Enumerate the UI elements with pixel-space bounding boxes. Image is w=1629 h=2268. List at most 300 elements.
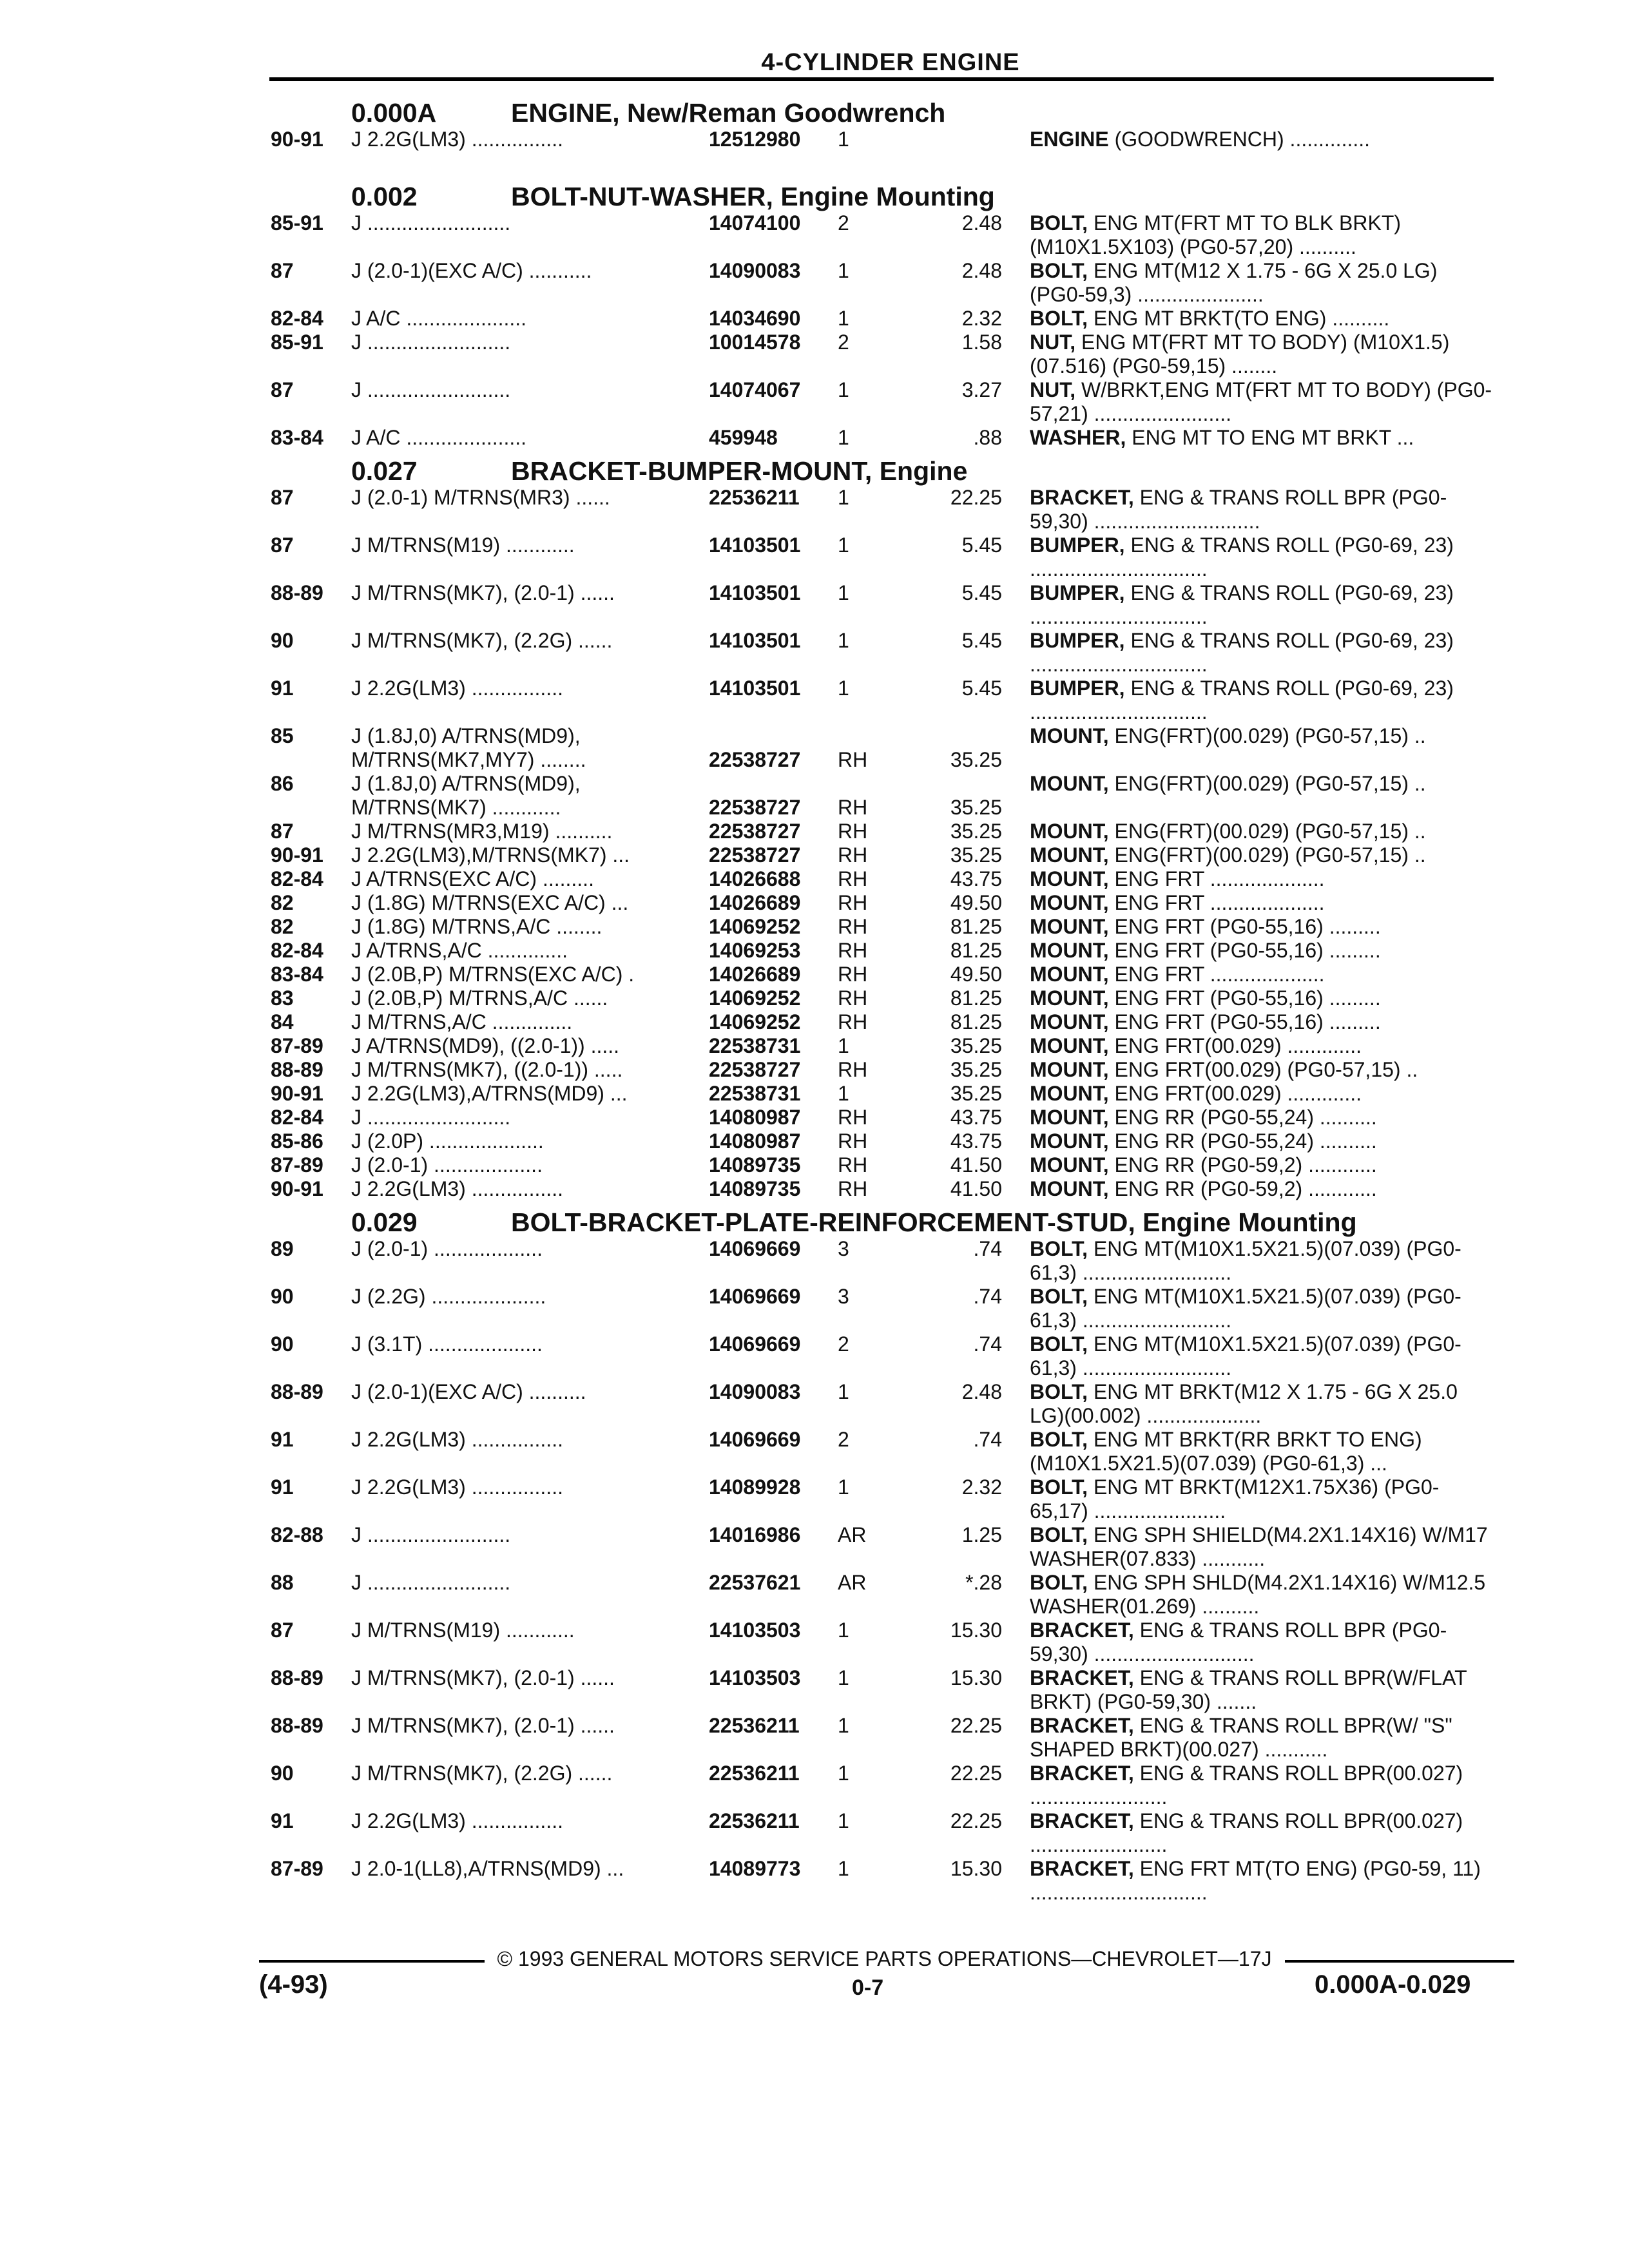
price: 35.25 bbox=[950, 820, 1002, 843]
part-name: BUMPER, bbox=[1030, 533, 1125, 557]
part-description bbox=[1030, 939, 1494, 963]
application: J M/TRNS(MK7), (2.2G) ...... bbox=[351, 1762, 613, 1785]
part-name: MOUNT, bbox=[1030, 772, 1109, 795]
part-name: MOUNT, bbox=[1030, 1082, 1109, 1105]
quantity: 1 bbox=[838, 486, 849, 509]
section-code: 0.000A bbox=[351, 98, 437, 128]
application: J 2.2G(LM3) ................ bbox=[351, 677, 563, 700]
part-row bbox=[0, 533, 1629, 581]
part-detail: ENG MT BRKT(M12 X 1.75 - 6G X 25.0 LG)(00.002) .................... bbox=[1030, 1380, 1458, 1427]
application: J ......................... bbox=[351, 211, 511, 235]
part-detail: ENG & TRANS ROLL (PG0-69, 23) ............................... bbox=[1030, 581, 1454, 628]
application: J M/TRNS(M19) ............ bbox=[351, 533, 575, 557]
part-detail: ENG FRT (PG0-55,16) ......... bbox=[1108, 939, 1381, 962]
part-number: 14103501 bbox=[709, 533, 801, 557]
model-years: 85-86 bbox=[271, 1129, 323, 1153]
price: 5.45 bbox=[961, 581, 1002, 604]
quantity: RH bbox=[838, 1058, 868, 1081]
quantity: RH bbox=[838, 891, 868, 914]
part-description bbox=[1030, 1082, 1494, 1106]
part-detail: ENG(FRT)(00.029) (PG0-57,15) .. bbox=[1108, 772, 1426, 795]
section-code: 0.029 bbox=[351, 1207, 418, 1237]
application: J A/TRNS,A/C .............. bbox=[351, 939, 568, 962]
part-number: 14026688 bbox=[709, 867, 801, 890]
price: 15.30 bbox=[950, 1619, 1002, 1642]
application: J M/TRNS(MK7), (2.0-1) ...... bbox=[351, 1666, 615, 1689]
part-number: 22538731 bbox=[709, 1082, 801, 1105]
price: 22.25 bbox=[950, 486, 1002, 509]
part-number: 14089928 bbox=[709, 1475, 801, 1499]
part-name: BRACKET, bbox=[1030, 1809, 1134, 1832]
part-number: 14103503 bbox=[709, 1666, 801, 1689]
model-years: 88-89 bbox=[271, 1666, 323, 1689]
part-detail: ENG FRT(00.029) (PG0-57,15) .. bbox=[1108, 1058, 1418, 1081]
part-number: 22538727 bbox=[709, 748, 801, 771]
part-description bbox=[1030, 1762, 1494, 1809]
part-description bbox=[1030, 724, 1494, 748]
part-row bbox=[0, 963, 1629, 986]
application: J M/TRNS,A/C .............. bbox=[351, 1010, 573, 1033]
section-header bbox=[0, 1201, 1629, 1237]
part-description bbox=[1030, 843, 1494, 867]
part-description bbox=[1030, 378, 1494, 426]
quantity: 1 bbox=[838, 1762, 849, 1785]
application: J A/C ..................... bbox=[351, 426, 527, 449]
model-years: 83-84 bbox=[271, 963, 323, 986]
part-name: BOLT, bbox=[1030, 307, 1088, 330]
quantity: 1 bbox=[838, 533, 849, 557]
price: 49.50 bbox=[950, 891, 1002, 914]
quantity: RH bbox=[838, 915, 868, 938]
quantity: RH bbox=[838, 820, 868, 843]
section-title: BOLT-NUT-WASHER, Engine Mounting bbox=[511, 182, 995, 211]
part-row bbox=[0, 1058, 1629, 1082]
part-row bbox=[0, 1237, 1629, 1285]
model-years: 88-89 bbox=[271, 1058, 323, 1081]
part-row bbox=[0, 1714, 1629, 1762]
part-detail: ENG FRT(00.029) ............. bbox=[1108, 1034, 1362, 1057]
part-name: BRACKET, bbox=[1030, 486, 1134, 509]
part-name: BOLT, bbox=[1030, 1428, 1088, 1451]
application: J M/TRNS(MK7), (2.0-1) ...... bbox=[351, 581, 615, 604]
part-name: BOLT, bbox=[1030, 259, 1088, 282]
part-row bbox=[0, 378, 1629, 426]
price: 35.25 bbox=[950, 796, 1002, 819]
part-number: 14026689 bbox=[709, 963, 801, 986]
part-description bbox=[1030, 1428, 1494, 1475]
part-row bbox=[0, 772, 1629, 820]
application: J 2.2G(LM3) ................ bbox=[351, 128, 563, 151]
part-detail: ENG & TRANS ROLL BPR (PG0-59,30) ............................ bbox=[1030, 1619, 1447, 1666]
quantity: RH bbox=[838, 1177, 868, 1200]
price: .74 bbox=[973, 1237, 1002, 1260]
model-years: 86 bbox=[271, 772, 294, 795]
part-description bbox=[1030, 772, 1494, 796]
price: 35.25 bbox=[950, 1082, 1002, 1105]
quantity: 1 bbox=[838, 677, 849, 700]
quantity: RH bbox=[838, 748, 868, 771]
part-description bbox=[1030, 128, 1494, 151]
application: J ......................... bbox=[351, 378, 511, 401]
part-description bbox=[1030, 986, 1494, 1010]
part-description bbox=[1030, 331, 1494, 378]
model-years: 82-84 bbox=[271, 307, 323, 330]
part-description bbox=[1030, 426, 1494, 450]
part-description bbox=[1030, 581, 1494, 629]
application: J (2.0B,P) M/TRNS(EXC A/C) . bbox=[351, 963, 635, 986]
part-row bbox=[0, 677, 1629, 724]
price: *.28 bbox=[965, 1571, 1002, 1594]
application: J (2.0-1) ................... bbox=[351, 1237, 543, 1260]
part-number: 14080987 bbox=[709, 1129, 801, 1153]
application: J ......................... bbox=[351, 1523, 511, 1546]
part-number: 14103501 bbox=[709, 677, 801, 700]
quantity: AR bbox=[838, 1571, 867, 1594]
part-description bbox=[1030, 1857, 1494, 1905]
page-title: 4-CYLINDER ENGINE bbox=[761, 49, 1020, 76]
part-name: BOLT, bbox=[1030, 1332, 1088, 1356]
part-number: 22538731 bbox=[709, 1034, 801, 1057]
application: J ......................... bbox=[351, 1571, 511, 1594]
part-name: NUT, bbox=[1030, 331, 1076, 354]
price: 49.50 bbox=[950, 963, 1002, 986]
price: .88 bbox=[973, 426, 1002, 449]
model-years: 87-89 bbox=[271, 1153, 323, 1177]
application: J (1.8J,0) A/TRNS(MD9), M/TRNS(MK7) ............ bbox=[351, 772, 581, 819]
part-number: 459948 bbox=[709, 426, 778, 449]
part-detail: ENG & TRANS ROLL (PG0-69, 23) ............................... bbox=[1030, 677, 1454, 724]
part-name: MOUNT, bbox=[1030, 1106, 1109, 1129]
price: 2.32 bbox=[961, 1475, 1002, 1499]
application: J (1.8J,0) A/TRNS(MD9), M/TRNS(MK7,MY7) ........ bbox=[351, 724, 586, 771]
part-detail: ENG MT(M10X1.5X21.5)(07.039) (PG0-61,3) .......................... bbox=[1030, 1285, 1461, 1332]
part-description bbox=[1030, 1129, 1494, 1153]
part-number: 14103501 bbox=[709, 581, 801, 604]
part-description bbox=[1030, 677, 1494, 724]
price: 35.25 bbox=[950, 1058, 1002, 1081]
footer-copyright: © 1993 GENERAL MOTORS SERVICE PARTS OPERATIONS—CHEVROLET—17J bbox=[497, 1947, 1272, 1970]
part-number: 22536211 bbox=[709, 1809, 800, 1832]
part-name: MOUNT, bbox=[1030, 1153, 1109, 1177]
part-number: 22538727 bbox=[709, 820, 801, 843]
part-description bbox=[1030, 1034, 1494, 1058]
part-description bbox=[1030, 867, 1494, 891]
application: J M/TRNS(MK7), ((2.0-1)) ..... bbox=[351, 1058, 623, 1081]
application: J (2.0-1)(EXC A/C) ........... bbox=[351, 259, 592, 282]
price: 3.27 bbox=[961, 378, 1002, 401]
part-number: 14103501 bbox=[709, 629, 801, 652]
quantity: 1 bbox=[838, 1714, 849, 1737]
part-detail: ENG & TRANS ROLL BPR(W/ "S" SHAPED BRKT)(00.027) ........... bbox=[1030, 1714, 1452, 1761]
application: J (2.0P) .................... bbox=[351, 1129, 544, 1153]
part-row bbox=[0, 891, 1629, 915]
part-name: BOLT, bbox=[1030, 1285, 1088, 1308]
quantity: 1 bbox=[838, 259, 849, 282]
quantity: 1 bbox=[838, 581, 849, 604]
quantity: RH bbox=[838, 843, 868, 867]
part-number: 22537621 bbox=[709, 1571, 801, 1594]
part-detail: ENG MT BRKT(TO ENG) .......... bbox=[1088, 307, 1390, 330]
part-detail: ENG MT(M10X1.5X21.5)(07.039) (PG0-61,3) .......................... bbox=[1030, 1237, 1461, 1284]
section-code: 0.027 bbox=[351, 456, 418, 486]
application: J M/TRNS(MK7), (2.0-1) ...... bbox=[351, 1714, 615, 1737]
price: 35.25 bbox=[950, 1034, 1002, 1057]
model-years: 85 bbox=[271, 724, 294, 747]
part-number: 22538727 bbox=[709, 796, 801, 819]
model-years: 84 bbox=[271, 1010, 294, 1033]
model-years: 90 bbox=[271, 629, 294, 652]
part-row bbox=[0, 1475, 1629, 1523]
model-years: 88-89 bbox=[271, 1380, 323, 1403]
part-detail: ENG RR (PG0-55,24) .......... bbox=[1108, 1106, 1377, 1129]
part-name: MOUNT, bbox=[1030, 1034, 1109, 1057]
quantity: RH bbox=[838, 963, 868, 986]
part-name: MOUNT, bbox=[1030, 939, 1109, 962]
price: 43.75 bbox=[950, 1129, 1002, 1153]
part-detail: ENG FRT(00.029) ............. bbox=[1108, 1082, 1362, 1105]
part-detail: ENG MT(M12 X 1.75 - 6G X 25.0 LG) (PG0-59,3) ...................... bbox=[1030, 259, 1438, 306]
part-detail: ENG FRT .................... bbox=[1108, 963, 1325, 986]
quantity: RH bbox=[838, 1106, 868, 1129]
model-years: 87 bbox=[271, 1619, 294, 1642]
part-name: BOLT, bbox=[1030, 1571, 1088, 1594]
part-detail: ENG & TRANS ROLL BPR(00.027) ........................ bbox=[1030, 1809, 1463, 1856]
model-years: 82-84 bbox=[271, 1106, 323, 1129]
application: J 2.2G(LM3),M/TRNS(MK7) ... bbox=[351, 843, 630, 867]
section-header bbox=[0, 91, 1629, 128]
model-years: 87 bbox=[271, 486, 294, 509]
application: J (2.0-1) ................... bbox=[351, 1153, 543, 1177]
quantity: AR bbox=[838, 1523, 867, 1546]
application: J (3.1T) .................... bbox=[351, 1332, 543, 1356]
part-name: BOLT, bbox=[1030, 211, 1088, 235]
part-description bbox=[1030, 1809, 1494, 1857]
quantity: 1 bbox=[838, 1857, 849, 1880]
price: 5.45 bbox=[961, 677, 1002, 700]
part-number: 14074067 bbox=[709, 378, 801, 401]
quantity: 3 bbox=[838, 1237, 849, 1260]
model-years: 90-91 bbox=[271, 1177, 323, 1200]
price: 5.45 bbox=[961, 533, 1002, 557]
application: J M/TRNS(M19) ............ bbox=[351, 1619, 575, 1642]
quantity: RH bbox=[838, 796, 868, 819]
price: 1.58 bbox=[961, 331, 1002, 354]
part-number: 22538727 bbox=[709, 1058, 801, 1081]
part-name: BUMPER, bbox=[1030, 581, 1125, 604]
model-years: 91 bbox=[271, 1809, 294, 1832]
footer-section-range: 0.000A-0.029 bbox=[1315, 1970, 1471, 1999]
application: J A/TRNS(MD9), ((2.0-1)) ..... bbox=[351, 1034, 620, 1057]
price: 35.25 bbox=[950, 843, 1002, 867]
part-name: MOUNT, bbox=[1030, 915, 1109, 938]
part-description bbox=[1030, 891, 1494, 915]
part-number: 14080987 bbox=[709, 1106, 801, 1129]
part-detail: ENG & TRANS ROLL (PG0-69, 23) ............................... bbox=[1030, 533, 1454, 581]
application: J A/C ..................... bbox=[351, 307, 527, 330]
part-detail: ENG FRT .................... bbox=[1108, 891, 1325, 914]
price: 35.25 bbox=[950, 748, 1002, 771]
application: J 2.2G(LM3) ................ bbox=[351, 1428, 563, 1451]
part-detail: ENG(FRT)(00.029) (PG0-57,15) .. bbox=[1108, 820, 1426, 843]
part-row bbox=[0, 1380, 1629, 1428]
part-number: 14069669 bbox=[709, 1285, 801, 1308]
part-row bbox=[0, 915, 1629, 939]
quantity: 1 bbox=[838, 1034, 849, 1057]
quantity: 2 bbox=[838, 211, 849, 235]
model-years: 87 bbox=[271, 378, 294, 401]
footer-page-number: 0-7 bbox=[852, 1975, 884, 2000]
model-years: 82-84 bbox=[271, 867, 323, 890]
part-name: BUMPER, bbox=[1030, 677, 1125, 700]
part-name: MOUNT, bbox=[1030, 724, 1109, 747]
price: 2.32 bbox=[961, 307, 1002, 330]
part-name: MOUNT, bbox=[1030, 986, 1109, 1010]
model-years: 85-91 bbox=[271, 211, 323, 235]
application: J (2.0-1)(EXC A/C) .......... bbox=[351, 1380, 586, 1403]
quantity: 1 bbox=[838, 1666, 849, 1689]
application: J (1.8G) M/TRNS,A/C ........ bbox=[351, 915, 602, 938]
part-name: MOUNT, bbox=[1030, 891, 1109, 914]
part-number: 14034690 bbox=[709, 307, 801, 330]
quantity: 1 bbox=[838, 1380, 849, 1403]
part-row bbox=[0, 331, 1629, 378]
part-number: 14069252 bbox=[709, 915, 801, 938]
part-description bbox=[1030, 1380, 1494, 1428]
part-description bbox=[1030, 211, 1494, 259]
quantity: RH bbox=[838, 1010, 868, 1033]
part-row bbox=[0, 820, 1629, 843]
price: 41.50 bbox=[950, 1177, 1002, 1200]
price: .74 bbox=[973, 1332, 1002, 1356]
price: 41.50 bbox=[950, 1153, 1002, 1177]
part-description bbox=[1030, 1666, 1494, 1714]
quantity: RH bbox=[838, 1153, 868, 1177]
quantity: 2 bbox=[838, 1332, 849, 1356]
part-description bbox=[1030, 915, 1494, 939]
part-number: 14103503 bbox=[709, 1619, 801, 1642]
part-row bbox=[0, 1129, 1629, 1153]
application: J 2.2G(LM3) ................ bbox=[351, 1475, 563, 1499]
part-number: 14090083 bbox=[709, 1380, 801, 1403]
price: 15.30 bbox=[950, 1666, 1002, 1689]
part-description bbox=[1030, 1153, 1494, 1177]
model-years: 91 bbox=[271, 677, 294, 700]
part-detail: ENG FRT (PG0-55,16) ......... bbox=[1108, 1010, 1381, 1033]
part-name: MOUNT, bbox=[1030, 1058, 1109, 1081]
quantity: 1 bbox=[838, 378, 849, 401]
quantity: 2 bbox=[838, 1428, 849, 1451]
part-description bbox=[1030, 1619, 1494, 1666]
part-number: 22536211 bbox=[709, 1714, 800, 1737]
application: J (1.8G) M/TRNS(EXC A/C) ... bbox=[351, 891, 629, 914]
part-description bbox=[1030, 533, 1494, 581]
price: 43.75 bbox=[950, 867, 1002, 890]
price: 81.25 bbox=[950, 915, 1002, 938]
quantity: RH bbox=[838, 939, 868, 962]
part-detail: ENG RR (PG0-59,2) ............ bbox=[1108, 1153, 1377, 1177]
part-number: 14089735 bbox=[709, 1177, 801, 1200]
part-detail: ENG & TRANS ROLL BPR(W/FLAT BRKT) (PG0-59,30) ....... bbox=[1030, 1666, 1467, 1713]
part-detail: ENG MT BRKT(RR BRKT TO ENG) (M10X1.5X21.5)(07.039) (PG0-61,3) ... bbox=[1030, 1428, 1422, 1475]
quantity: 1 bbox=[838, 307, 849, 330]
section-code: 0.002 bbox=[351, 182, 418, 211]
section-header bbox=[0, 450, 1629, 486]
quantity: 2 bbox=[838, 331, 849, 354]
section-title: ENGINE, New/Reman Goodwrench bbox=[511, 98, 946, 128]
price: 81.25 bbox=[950, 986, 1002, 1010]
part-description bbox=[1030, 1332, 1494, 1380]
part-name: BOLT, bbox=[1030, 1380, 1088, 1403]
part-row bbox=[0, 939, 1629, 963]
model-years: 88-89 bbox=[271, 1714, 323, 1737]
part-description bbox=[1030, 629, 1494, 677]
part-name: MOUNT, bbox=[1030, 963, 1109, 986]
part-row bbox=[0, 1034, 1629, 1058]
part-name: BOLT, bbox=[1030, 1237, 1088, 1260]
part-name: MOUNT, bbox=[1030, 820, 1109, 843]
application: J A/TRNS(EXC A/C) ......... bbox=[351, 867, 594, 890]
model-years: 90 bbox=[271, 1762, 294, 1785]
part-name: BRACKET, bbox=[1030, 1857, 1134, 1880]
part-name: MOUNT, bbox=[1030, 1129, 1109, 1153]
part-number: 22536211 bbox=[709, 1762, 800, 1785]
part-name: BRACKET, bbox=[1030, 1714, 1134, 1737]
part-number: 14074100 bbox=[709, 211, 801, 235]
model-years: 91 bbox=[271, 1428, 294, 1451]
quantity: 1 bbox=[838, 1809, 849, 1832]
part-name: MOUNT, bbox=[1030, 867, 1109, 890]
part-name: WASHER, bbox=[1030, 426, 1126, 449]
part-description bbox=[1030, 307, 1494, 331]
part-number: 14089773 bbox=[709, 1857, 801, 1880]
part-description bbox=[1030, 1010, 1494, 1034]
part-row bbox=[0, 843, 1629, 867]
part-detail: W/BRKT,ENG MT(FRT MT TO BODY) (PG0-57,21) ........................ bbox=[1030, 378, 1492, 425]
part-name: MOUNT, bbox=[1030, 1010, 1109, 1033]
part-detail: ENG FRT (PG0-55,16) ......... bbox=[1108, 915, 1381, 938]
part-description bbox=[1030, 486, 1494, 533]
part-name: BOLT, bbox=[1030, 1475, 1088, 1499]
application: J 2.2G(LM3) ................ bbox=[351, 1809, 563, 1832]
part-detail: ENG SPH SHLD(M4.2X1.14X16) W/M12.5 WASHER(01.269) .......... bbox=[1030, 1571, 1486, 1618]
part-description bbox=[1030, 1475, 1494, 1523]
quantity: RH bbox=[838, 867, 868, 890]
part-row bbox=[0, 1857, 1629, 1905]
part-detail: ENG RR (PG0-55,24) .......... bbox=[1108, 1129, 1377, 1153]
application: J M/TRNS(MK7), (2.2G) ...... bbox=[351, 629, 613, 652]
section-title: BRACKET-BUMPER-MOUNT, Engine bbox=[511, 456, 968, 486]
part-number: 14069252 bbox=[709, 986, 801, 1010]
header-rule bbox=[269, 77, 1494, 81]
application: J ......................... bbox=[351, 1106, 511, 1129]
price: 81.25 bbox=[950, 1010, 1002, 1033]
parts-list bbox=[0, 91, 1629, 1905]
part-name: BRACKET, bbox=[1030, 1762, 1134, 1785]
part-detail: ENG MT(FRT MT TO BLK BRKT) (M10X1.5X103) (PG0-57,20) .......... bbox=[1030, 211, 1402, 258]
part-detail: ENG MT BRKT(M12X1.75X36) (PG0-65,17) ....................... bbox=[1030, 1475, 1440, 1523]
part-detail: ENG FRT .................... bbox=[1108, 867, 1325, 890]
quantity: 1 bbox=[838, 426, 849, 449]
part-row bbox=[0, 1809, 1629, 1857]
part-row bbox=[0, 1619, 1629, 1666]
price: 1.25 bbox=[961, 1523, 1002, 1546]
part-number: 14069669 bbox=[709, 1237, 801, 1260]
part-row bbox=[0, 1428, 1629, 1475]
application: J (2.2G) .................... bbox=[351, 1285, 546, 1308]
footer-rule-right bbox=[1285, 1960, 1514, 1963]
part-description bbox=[1030, 1106, 1494, 1129]
quantity: 3 bbox=[838, 1285, 849, 1308]
